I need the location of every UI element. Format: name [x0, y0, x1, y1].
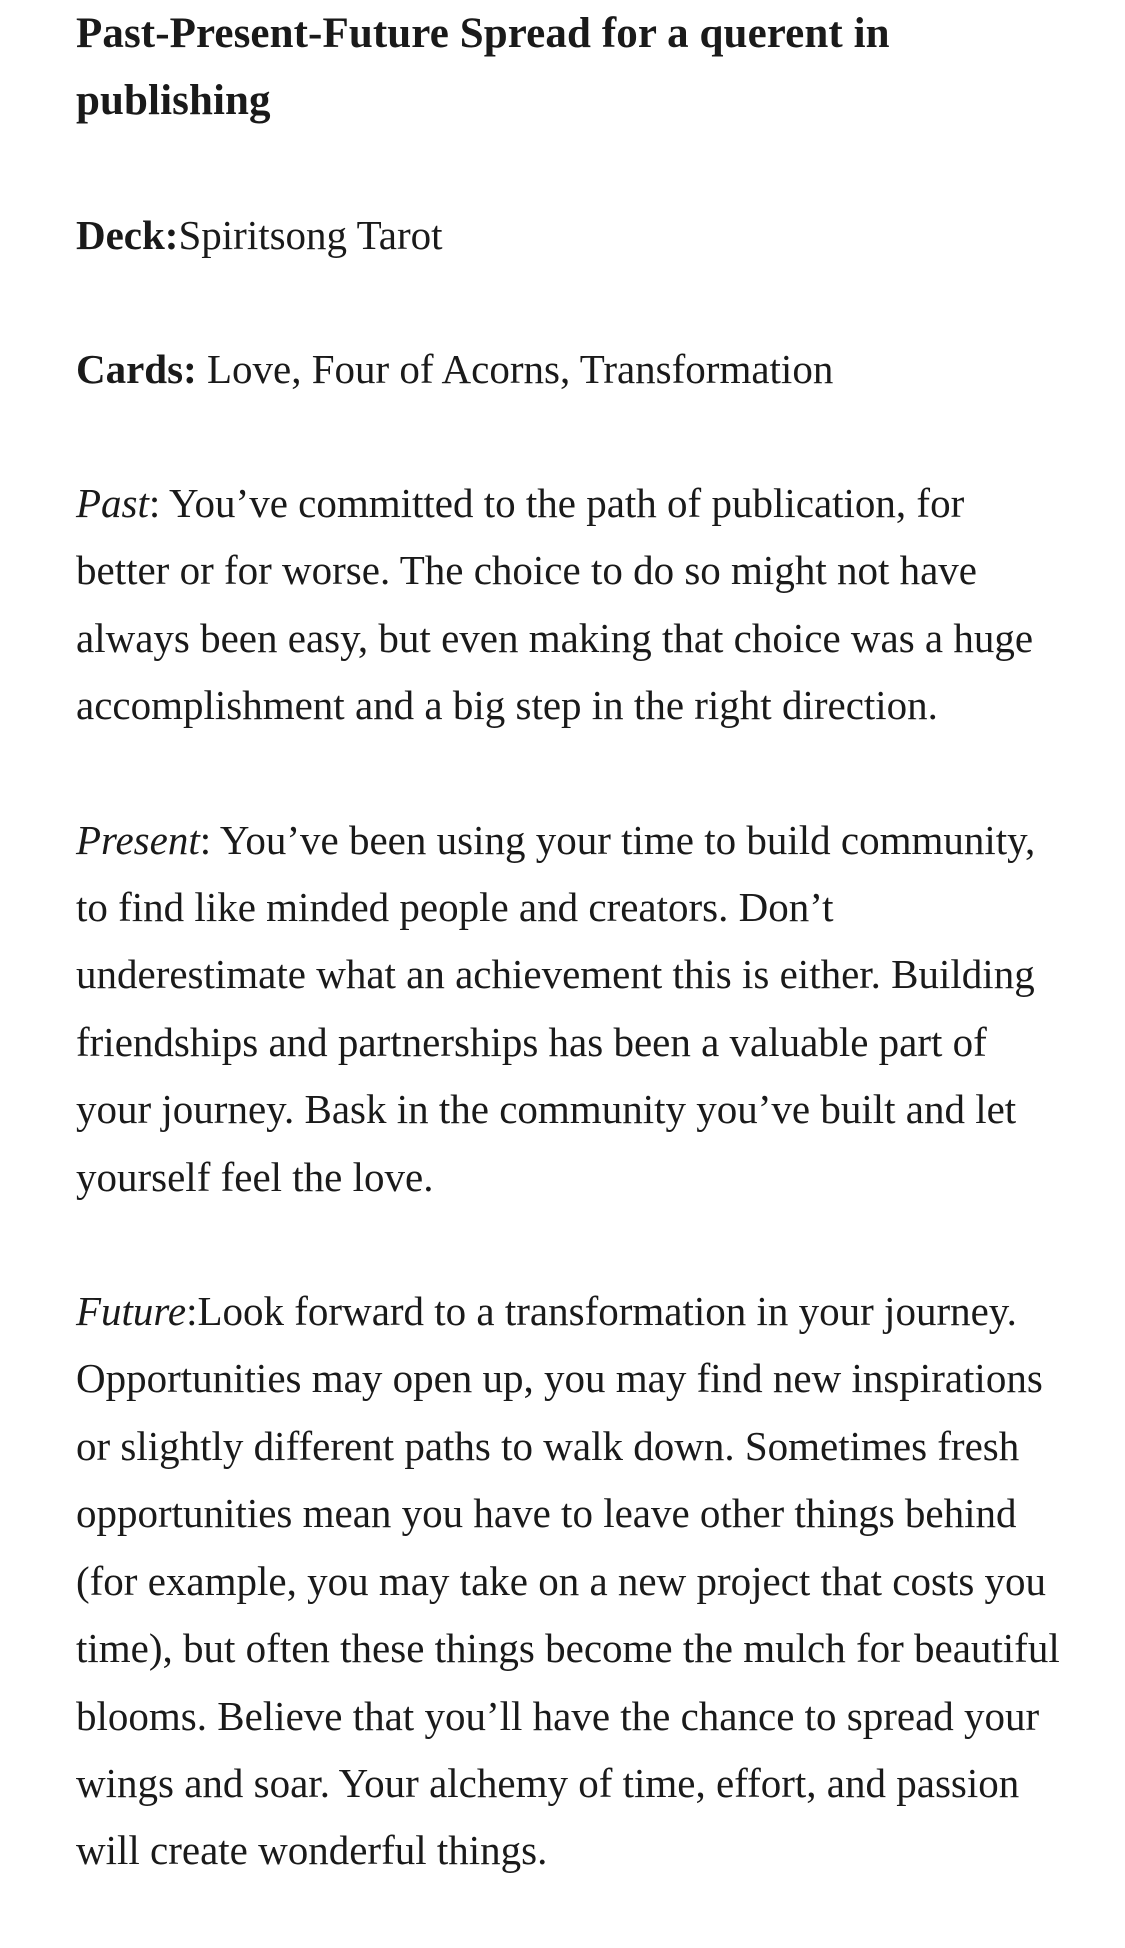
page-title: Past-Present-Future Spread for a querent in publishing — [76, 10, 890, 124]
present-section — [76, 807, 1067, 1211]
cards-value: Love, Four of Acorns, Transformation — [196, 346, 834, 392]
past-section — [76, 470, 1067, 740]
deck-line — [76, 202, 1067, 269]
future-text: Look forward to a transformation in your journey. Opportunities may open up, you may find new inspirations or slightly different paths to walk down. Sometimes fresh opportunities mean you have to leave other things behind (for example, you may take on a new project that costs you time), but often these things become the mulch for beautiful blooms. Believe that you’ll have the chance to spread your wings and soar. Your alchemy of time, effort, and passion will create wonderful things. — [76, 1288, 1060, 1874]
future-separator: : — [186, 1288, 198, 1335]
future-section — [76, 1278, 1067, 1885]
past-separator: : — [148, 480, 170, 526]
future-label: Future — [76, 1288, 187, 1335]
cards-label: Cards: — [76, 346, 197, 392]
cards-line — [76, 336, 1067, 403]
deck-label: Deck: — [76, 212, 179, 258]
deck-value: Spiritsong Tarot — [178, 212, 443, 258]
past-label: Past — [76, 480, 149, 526]
present-separator: : — [199, 816, 220, 863]
present-text: You’ve been using your time to build community, to find like minded people and creators. Don’t underestimate what an achievement this is either. Building friendships and partnerships has been a valuable part of your journey. Bask in the community you’ve built and let yourself feel the love. — [76, 816, 1036, 1200]
past-text: You’ve committed to the path of publication, for better or for worse. The choice to do so might not have always been easy, but even making that choice was a huge accomplishment and a big step in the right direction. — [76, 480, 1034, 729]
present-label: Present — [76, 816, 200, 863]
